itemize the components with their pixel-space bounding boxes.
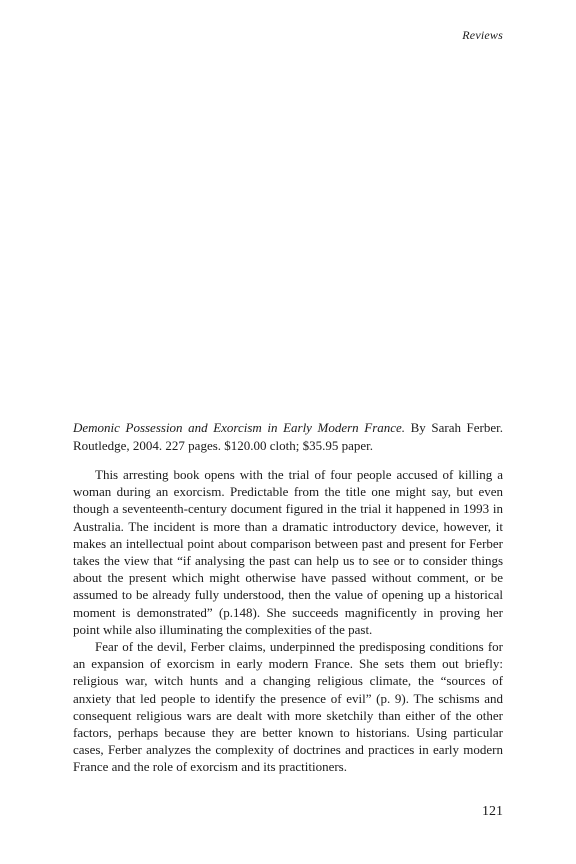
running-head: Reviews bbox=[462, 28, 503, 42]
review-body bbox=[73, 466, 503, 776]
review-content bbox=[73, 419, 503, 776]
book-author: By Sarah Ferber. bbox=[410, 420, 504, 435]
publication-details: Routledge, 2004. 227 pages. $120.00 cloth; $35.95 paper. bbox=[73, 438, 374, 453]
review-paragraph: This arresting book opens with the trial of four people accused of killing a woman during an exorcism. Predictable from the title one might say, but even though a seventeenth-century document figured in the trial it happened in 1993 in Australia. The incident is more than a dramatic introductory device, however, it makes an intellectual point about comparison between past and present for Ferber takes the view that “if analysing the past can help us to see or to consider things about the present which might otherwise have passed without comment, or be assumed to be already fully understood, then the value of opening up a historical moment is demonstrated” (p.148). She succeeds magnificently in proving her point while also illuminating the complexities of the past. bbox=[73, 467, 503, 637]
review-paragraph: Fear of the devil, Ferber claims, underpinned the predisposing conditions for an expansion of exorcism in early modern France. She sets them out briefly: religious war, witch hunts and a changing religious climate, the “sources of anxiety that led people to identify the presence of evil” (p. 9). The schisms and consequent religious wars are dealt with more sketchily than either of the other factors, perhaps because they are better known to historians. Using particular cases, Ferber analyzes the complexity of doctrines and practices in early modern France and the role of exorcism and its practitioners. bbox=[73, 639, 503, 775]
book-citation bbox=[73, 419, 503, 455]
page-number: 121 bbox=[482, 804, 503, 819]
book-title: Demonic Possession and Exorcism in Early Modern France. bbox=[73, 420, 406, 435]
